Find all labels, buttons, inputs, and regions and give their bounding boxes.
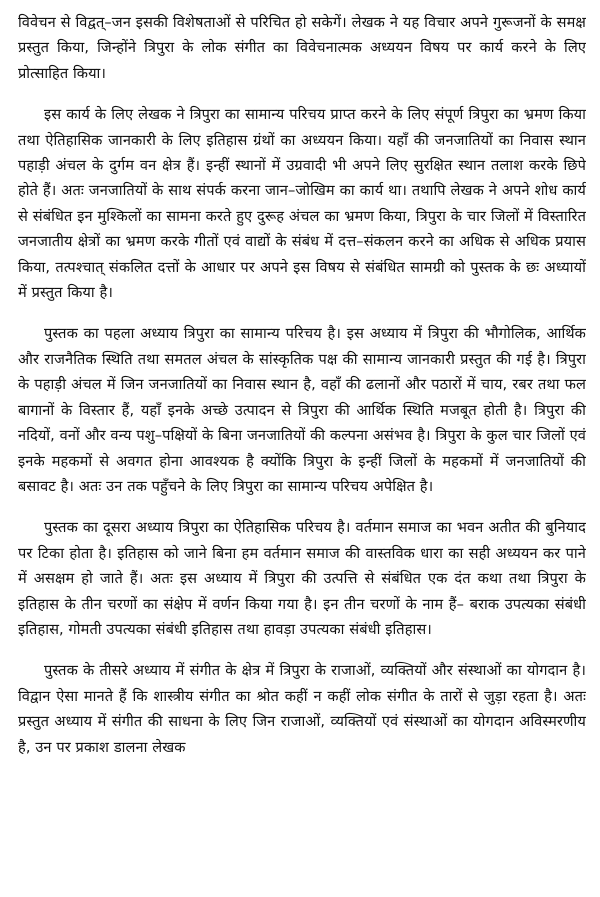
paragraph-continuation: विवेचन से विद्वत्–जन इसकी विशेषताओं से परिचित हो सकेगें। लेखक ने यह विचार अपने गुरूजनों के समक्ष प्रस्तुत किया, जिन्होंने त्रिपुरा के लोक संगीत का विवेचनात्मक अध्ययन विषय पर कार्य करने के लिए प्रोत्साहित किया। [18,14,586,82]
paragraph-chapter-three: पुस्तक के तीसरे अध्याय में संगीत के क्षेत्र में त्रिपुरा के राजाओं, व्यक्तियों और संस्थाओं का योगदान है। विद्वान ऐसा मानते हैं कि शास्त्रीय संगीत का श्रोत कहीं न कहीं लोक संगीत के तारों से जुड़ा रहता है। अतः प्रस्तुत अध्याय में संगीत की साधना के लिए जिन राजाओं, व्यक्तियों एवं संस्थाओं का योगदान अविस्मरणीय है, उन पर प्रकाश डालना लेखक [18,662,586,756]
paragraph-chapter-two: पुस्तक का दूसरा अध्याय त्रिपुरा का ऐतिहासिक परिचय है। वर्तमान समाज का भवन अतीत की बुनियाद पर टिका होता है। इतिहास को जाने बिना हम वर्तमान समाज की वास्तविक धारा का सही अध्ययन कर पाने में असक्षम हो जाते हैं। अतः इस अध्याय में त्रिपुरा की उत्पत्ति से संबंधित एक दंत कथा तथा त्रिपुरा के इतिहास के तीन चरणों का संक्षेप में वर्णन किया गया है। इन तीन चरणों के नाम हैं– बराक उपत्यका संबंधी इतिहास, गोमती उपत्यका संबंधी इतिहास तथा हावड़ा उपत्यका संबंधी इतिहास। [18,519,586,638]
paragraph-research-method: इस कार्य के लिए लेखक ने त्रिपुरा का सामान्य परिचय प्राप्त करने के लिए संपूर्ण त्रिपुरा का भ्रमण किया तथा ऐतिहासिक जानकारी के लिए इतिहास ग्रंथों का अध्ययन किया। यहाँ की जनजातियों का निवास स्थान पहाड़ी अंचल के दुर्गम वन क्षेत्र हैं। इन्हीं स्थानों में उग्रवादी भी अपने लिए सुरक्षित स्थान तलाश करके छिपे होते हैं। अतः जनजातियों के साथ संपर्क करना जान–जोखिम का कार्य था। तथापि लेखक ने अपने शोध कार्य से संबंधित इन मुश्किलों का सामना करते हुए दुरूह अंचल का भ्रमण किया, त्रिपुरा के चार जिलों में विस्तारित जनजातीय क्षेत्रों का भ्रमण करके गीतों एवं वाद्यों के संबंध में दत्त–संकलन करने का अधिक से अधिक प्रयास किया, तत्पश्चात् संकलित दत्तों के आधार पर अपने इस विषय से संबंधित सामग्री को पुस्तक के छः अध्यायों में प्रस्तुत किया है। [18,106,586,302]
book-page [18,10,586,889]
paragraph-chapter-one: पुस्तक का पहला अध्याय त्रिपुरा का सामान्य परिचय है। इस अध्याय में त्रिपुरा की भौगोलिक, आर्थिक और राजनैतिक स्थिति तथा समतल अंचल के सांस्कृतिक पक्ष की सामान्य जानकारी प्रस्तुत की गई है। त्रिपुरा के पहाड़ी अंचल में जिन जनजातियों का निवास स्थान है, वहाँ की ढलानों और पठारों में चाय, रबर तथा फल बागानों के विस्तार हैं, यहाँ इनके अच्छे उत्पादन से त्रिपुरा की आर्थिक स्थिति मजबूत होती है। त्रिपुरा की नदियों, वनों और वन्य पशु–पक्षियों के बिना जनजातियों की कल्पना असंभव है। त्रिपुरा के कुल चार जिलों एवं इनके महकमों से अवगत होना आवश्यक है क्योंकि त्रिपुरा के इन्हीं जिलों के महकमों में जनजातियों की बसावट है। अतः उन तक पहुँचने के लिए त्रिपुरा का सामान्य परिचय अपेक्षित है। [18,325,586,495]
